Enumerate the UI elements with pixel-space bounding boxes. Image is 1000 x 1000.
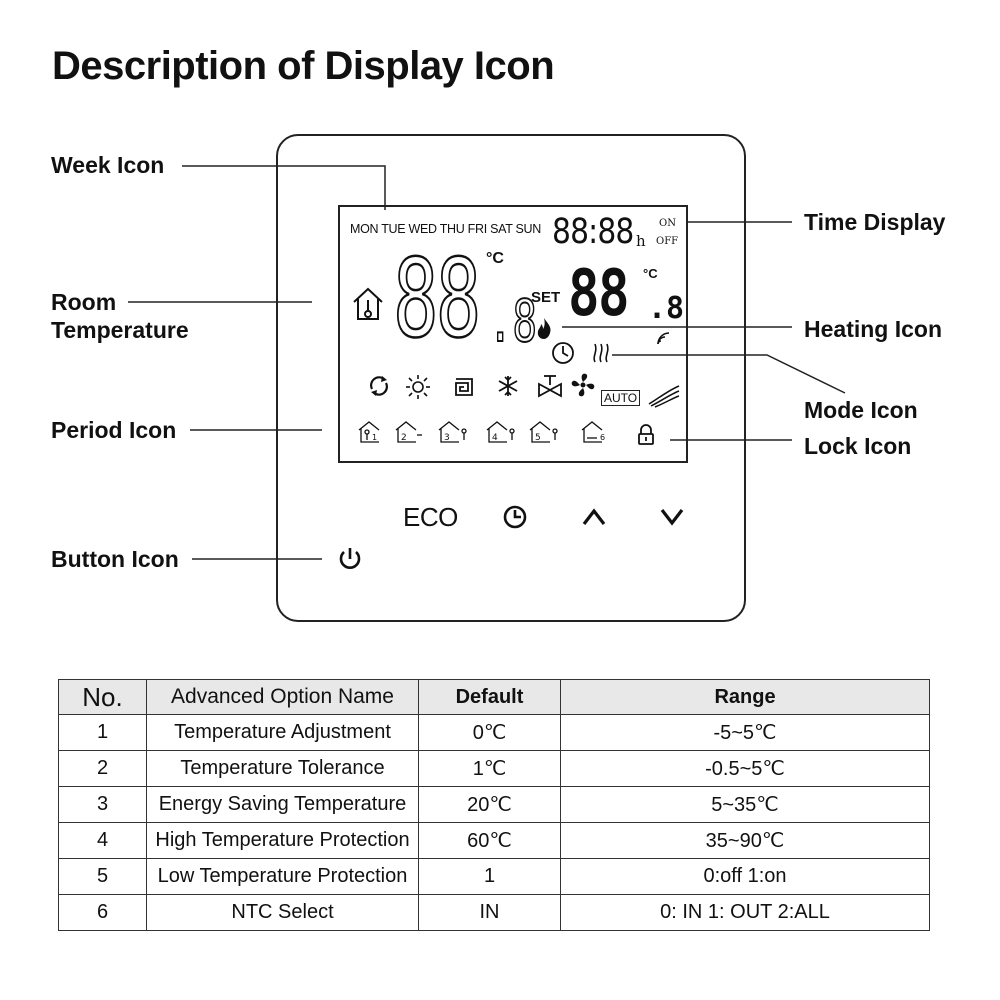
clock-icon — [551, 341, 575, 365]
svg-text:2: 2 — [401, 433, 407, 443]
flame-icon — [534, 316, 554, 340]
cell-no: 5 — [59, 859, 147, 895]
cell-no: 1 — [59, 715, 147, 751]
valve-icon — [537, 374, 563, 400]
up-arrow-icon[interactable] — [581, 506, 607, 528]
svg-text:1: 1 — [372, 433, 378, 442]
callout-button-icon: Button Icon — [51, 546, 179, 572]
header-range: Range — [561, 680, 930, 715]
cell-default: 60℃ — [419, 823, 561, 859]
set-label: SET — [531, 289, 561, 306]
period-3-icon — [437, 420, 469, 444]
header-default: Default — [419, 680, 561, 715]
cell-default: 1℃ — [419, 751, 561, 787]
svg-text:6: 6 — [600, 433, 606, 442]
cell-range: 0: IN 1: OUT 2:ALL — [561, 895, 930, 931]
signal-icon — [655, 330, 673, 346]
table-row — [59, 751, 930, 787]
set-temperature-unit: °C — [643, 266, 658, 281]
time-unit: h — [636, 232, 646, 250]
power-icon[interactable] — [336, 545, 364, 573]
table-row — [59, 715, 930, 751]
fan-icon — [569, 371, 597, 399]
on-label: ON — [659, 218, 676, 229]
header-no: No. — [59, 680, 147, 715]
set-temperature-decimal: .8 — [648, 291, 685, 326]
callout-period-icon: Period Icon — [51, 417, 177, 443]
cell-range: 35~90℃ — [561, 823, 930, 859]
callout-mode-icon: Mode Icon — [804, 397, 918, 423]
set-temperature-digits: 88 — [568, 257, 628, 331]
clock-button-icon[interactable] — [502, 504, 528, 530]
table-row — [59, 787, 930, 823]
cell-no: 4 — [59, 823, 147, 859]
off-label: OFF — [656, 236, 679, 247]
callout-heating-icon: Heating Icon — [804, 316, 943, 342]
cell-option-name: High Temperature Protection — [147, 823, 419, 859]
cell-default: 0℃ — [419, 715, 561, 751]
cell-range: -0.5~5℃ — [561, 751, 930, 787]
period-2-icon — [394, 420, 424, 444]
svg-text:3: 3 — [444, 433, 450, 443]
wind-icon — [647, 384, 681, 408]
cell-option-name: Temperature Adjustment — [147, 715, 419, 751]
cell-range: -5~5℃ — [561, 715, 930, 751]
period-5-icon — [528, 420, 560, 444]
lock-icon — [637, 424, 655, 446]
page-title: Description of Display Icon — [52, 44, 555, 88]
auto-mode-label: AUTO — [601, 390, 640, 406]
cell-no: 6 — [59, 895, 147, 931]
callout-lock-icon: Lock Icon — [804, 433, 912, 459]
leader-week — [182, 166, 385, 210]
period-6-icon — [580, 420, 610, 444]
steam-icon — [590, 340, 612, 364]
period-1-icon — [357, 420, 381, 444]
cell-option-name: Energy Saving Temperature — [147, 787, 419, 823]
svg-text:4: 4 — [492, 433, 498, 443]
recycle-icon — [368, 375, 390, 397]
callout-time-display: Time Display — [804, 209, 946, 235]
floor-heat-icon — [453, 377, 475, 397]
room-temperature-unit: °C — [486, 250, 504, 267]
header-option-name: Advanced Option Name — [147, 680, 419, 715]
cell-default: 20℃ — [419, 787, 561, 823]
eco-button[interactable]: ECO — [403, 502, 458, 532]
svg-text:5: 5 — [535, 433, 541, 443]
period-4-icon — [485, 420, 517, 444]
time-display: 88:88 — [552, 212, 634, 252]
cell-range: 5~35℃ — [561, 787, 930, 823]
cell-option-name: Low Temperature Protection — [147, 859, 419, 895]
cell-option-name: Temperature Tolerance — [147, 751, 419, 787]
cell-default: IN — [419, 895, 561, 931]
advanced-options-table — [58, 679, 930, 931]
down-arrow-icon[interactable] — [659, 506, 685, 528]
cell-range: 0:off 1:on — [561, 859, 930, 895]
sun-icon — [405, 374, 431, 400]
table-header-row — [59, 680, 930, 715]
table-row — [59, 895, 930, 931]
cell-no: 2 — [59, 751, 147, 787]
cell-default: 1 — [419, 859, 561, 895]
table-row — [59, 823, 930, 859]
cell-no: 3 — [59, 787, 147, 823]
room-temperature-decimal: .8 — [488, 287, 537, 355]
house-thermometer-icon — [352, 286, 384, 322]
table-row — [59, 859, 930, 895]
week-days: MON TUE WED THU FRI SAT SUN — [350, 222, 541, 236]
callout-room-temperature: Room Temperature — [51, 289, 189, 343]
room-temperature-digits: 88 — [393, 237, 479, 362]
snowflake-icon — [496, 374, 520, 398]
callout-week-icon: Week Icon — [51, 152, 165, 178]
cell-option-name: NTC Select — [147, 895, 419, 931]
